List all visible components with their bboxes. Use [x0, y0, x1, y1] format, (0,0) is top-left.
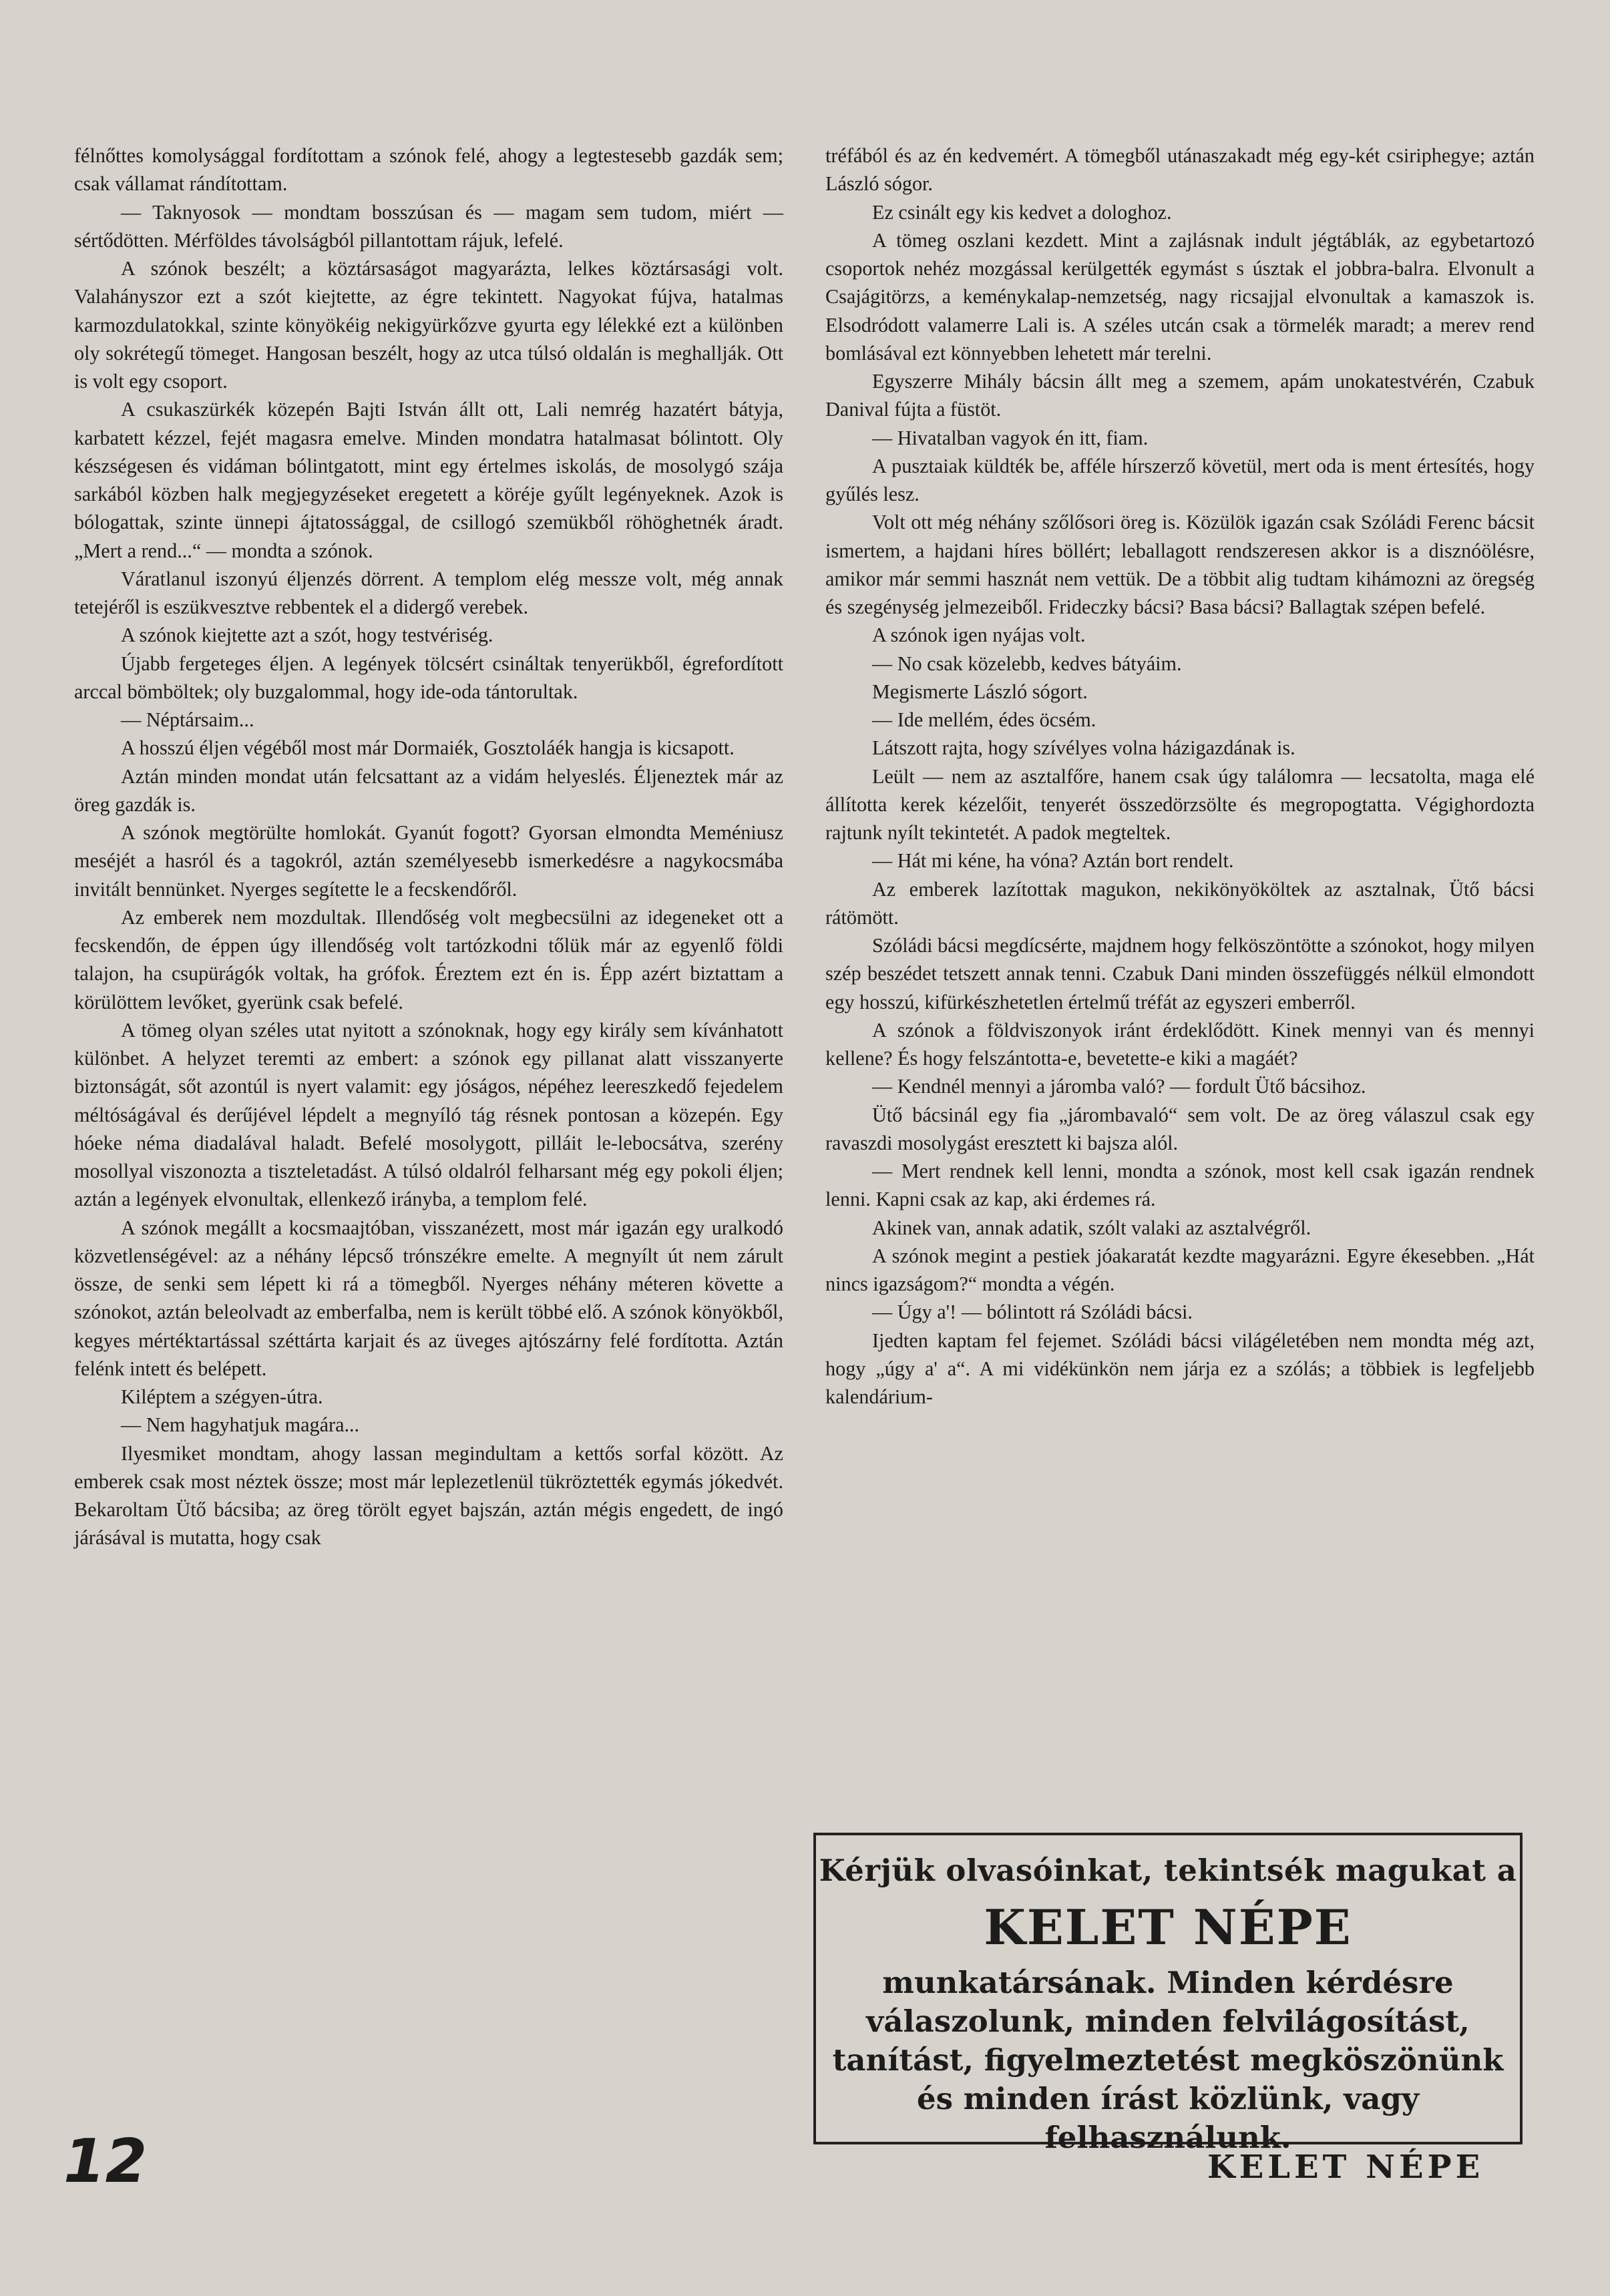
paragraph: Kiléptem a szégyen-útra. — [121, 1385, 323, 1408]
paragraph: Megismerte László sógort. — [872, 680, 1088, 703]
paragraph: Újabb fergeteges éljen. A legények tölcsért csináltak tenyerükből, égrefordított arccal bömböltek; oly buzgalommal, hogy ide-oda tántorultak. — [74, 652, 783, 703]
paragraph: Ütő bácsinál egy fia „járombavaló“ sem volt. De az öreg válaszul csak egy ravaszdi mosolygást eresztett ki bajsza alól. — [825, 1103, 1535, 1154]
paragraph: Leült — nem az asztalfőre, hanem csak úgy találomra — lecsatolta, maga elé állította kerek kézelőit, tenyerét összedörzsölte és megropogtatta. Végighordozta rajtunk nyílt tekintetét. A padok megteltek. — [825, 764, 1535, 844]
paragraph: Ez csinált egy kis kedvet a dologhoz. — [872, 200, 1172, 224]
paragraph: — Kendnél mennyi a járomba való? — fordult Ütő bácsihoz. — [872, 1075, 1366, 1098]
left-column — [74, 142, 783, 1552]
paragraph: A szónok igen nyájas volt. — [872, 624, 1086, 647]
paragraph: — Nem hagyhatjuk magára... — [121, 1413, 360, 1437]
paragraph: félnőttes komolysággal fordítottam a szónok felé, ahogy a legtestesebb gazdák sem; csak vállamat rándítottam. — [74, 144, 783, 196]
paragraph: Volt ott még néhány szőlősori öreg is. Közülök igazán csak Szóládi Ferenc bácsit ismertem, a hajdani híres böllért; leballagott rendszeresen akkor is a disznóölésre, amikor már semmi hasznát nem vettük. De a többit alig tudtam kihámozni az öregség és szegénység jelmezeiből. Frideczky bácsi? Basa bácsi? Ballagtak szépen befelé. — [825, 511, 1535, 618]
ad-body-text: munkatársának. Minden kérdésre válaszolunk, minden felvilágosítást, tanítást, figyelmeztetést megköszönünk és minden írást közlünk, vagy felhasználunk. — [832, 1965, 1504, 2155]
paragraph: Szóládi bácsi megdícsérte, majdnem hogy felköszöntötte a szónokot, hogy milyen szép beszédet tetszett annak tenni. Czabuk Dani minden összefüggés nélkül elmondott egy hosszú, kifürkészhetetlen értelmű tréfát az egyszeri emberről. — [825, 934, 1535, 1013]
paragraph: A szónok megállt a kocsmaajtóban, visszanézett, most már igazán egy uralkodó közvetlenségével: az a néhány lépcső trónszékre emelte. A megnyílt út nem zárult össze, de senki sem lépett ki rá a tömegből. Nyerges néhány méteren követte a szónokot, aztán beleolvadt az emberfalba, nem is került többé elő. A szónok könyökből, kegyes mértéktartással széttárta karjait és az üveges ajtószárny felé fordította. Aztán felénk intett és belépett. — [74, 1216, 783, 1380]
paragraph: Ijedten kaptam fel fejemet. Szóládi bácsi világéletében nem mondta még azt, hogy „úgy a' a“. A mi vidékünkön nem járja ez a szólás; a többiek is legfeljebb kalendárium- — [825, 1329, 1535, 1408]
paragraph: — Úgy a'! — bólintott rá Szóládi bácsi. — [872, 1301, 1193, 1324]
paragraph: Aztán minden mondat után felcsattant az a vidám helyeslés. Éljeneztek már az öreg gazdák is. — [74, 764, 783, 816]
paragraph: A tömeg oszlani kezdett. Mint a zajlásnak indult jégtáblák, az egybetartozó csoportok nehéz mozgással kerülgették egymást s úsztak el jobbra-balra. Elvonult a Csajágitörzs, a keménykalap-nemzetség, nagy ricsajjal elvonultak a kamaszok is. Elsodródott valamerre Lali is. A széles utcán csak a törmelék maradt; a merev rend bomlásával ezt könnyebben lehetett már terelni. — [825, 228, 1535, 365]
right-column — [825, 142, 1535, 1411]
paragraph: Váratlanul iszonyú éljenzés dörrent. A templom elég messze volt, még annak tetejéről is eszükvesztve rebbentek el a didergő verebek. — [74, 567, 783, 618]
paragraph: A hosszú éljen végéből most már Dormaiék, Gosztoláék hangja is kicsapott. — [121, 736, 735, 760]
paragraph: Ilyesmiket mondtam, ahogy lassan megindultam a kettős sorfal között. Az emberek csak most néztek össze; most már leplezetlenül tükröztették egymás jókedvét. Bekaroltam Ütő bácsiba; az öreg törölt egyet bajszán, aztán mégis engedett, de ingó járásával is mutatta, hogy csak — [74, 1441, 783, 1550]
paragraph: A csukaszürkék közepén Bajti István állt ott, Lali nemrég hazatért bátyja, karbatett kézzel, fejét magasra emelve. Minden mondatra hatalmasat bólintott. Oly készségesen és vidáman bólintgatott, mint egy értelmes iskolás, de mosolygó szája sarkából közben halk megjegyzéseket eregetett a köréje gyűlt legényeknek. Azok is bólogattak, szinte ünnepi ájtatossággal, de csillogó szemükből röhöghetnék áradt. „Mert a rend...“ — mondta a szónok. — [74, 398, 783, 562]
paragraph: — Hivatalban vagyok én itt, fiam. — [872, 426, 1149, 449]
subscription-ad-box — [813, 1833, 1523, 2155]
ad-brand-name: KELET NÉPE — [984, 1899, 1352, 1956]
paragraph: — Ide mellém, édes öcsém. — [872, 708, 1096, 731]
paragraph: A szónok beszélt; a köztársaságot magyarázta, lelkes köztársasági volt. Valahányszor ezt a szót kiejtette, az égre tekintett. Nagyokat fújva, hatalmas karmozdulatokkal, szinte könyökéig nekigyürkőzve gyurta egy lélekké ezt a különben oly sokrétegű tömeget. Hangosan beszélt, hogy az utca túlsó oldalán is meghallják. Ott is volt egy csoport. — [74, 257, 783, 393]
paragraph: — Mert rendnek kell lenni, mondta a szónok, most kell csak igazán rendnek lenni. Kapni csak az kap, aki érdemes rá. — [825, 1160, 1535, 1211]
paragraph: Egyszerre Mihály bácsin állt meg a szemem, apám unokatestvérén, Czabuk Danival fújta a füstöt. — [825, 370, 1535, 421]
paragraph: A pusztaiak küldték be, afféle hírszerző követül, mert oda is ment értesítés, hogy gyűlés lesz. — [825, 454, 1535, 505]
paragraph: A szónok megint a pestiek jóakaratát kezdte magyarázni. Egyre ékesebben. „Hát nincs igazságom?“ mondta a végén. — [825, 1244, 1535, 1295]
paragraph: Az emberek nem mozdultak. Illendőség volt megbecsülni az idegeneket ott a fecskendőn, de éppen úgy illendőség volt tartózkodni tőlük már az egyenlő földi talajon, ha csupürágók voltak, ha grófok. Éreztem ezt én is. Épp azért biztattam a körülöttem levőket, gyerünk csak befelé. — [74, 905, 783, 1013]
paragraph: Az emberek lazítottak magukon, nekikönyököltek az asztalnak, Ütő bácsi rátömött. — [825, 877, 1535, 929]
ad-intro: Kérjük olvasóinkat, tekintsék magukat a — [819, 1853, 1517, 1888]
paragraph: — No csak közelebb, kedves bátyáim. — [872, 652, 1182, 675]
paragraph: Akinek van, annak adatik, szólt valaki az asztalvégről. — [872, 1216, 1312, 1239]
paragraph: tréfából és az én kedvemért. A tömegből utánaszakadt még egy-két csiriphegye; aztán László sógor. — [825, 144, 1535, 196]
page-number: 12 — [63, 2126, 148, 2197]
paragraph: — Taknyosok — mondtam bosszúsan és — magam sem tudom, miért — sértődötten. Mérföldes távolságból pillantottam rájuk, lefelé. — [74, 200, 783, 252]
paragraph: A tömeg olyan széles utat nyitott a szónoknak, hogy egy király sem kívánhatott különbet. A helyzet teremti az embert: a szónok egy pillanat alatt visszanyerte biztonságát, sőt azontúl is nyert valamit: egy jóságos, népéhez leereszkedő fejedelem méltóságával és derűjével lépdelt a megnyíló tág résnek pontosan a közepén. Egy hóeke néma diadalával haladt. Befelé mosolygott, pilláit le-lebocsátva, szerény mosollyal viszonozta a tiszteletadást. A túlsó oldalról felharsant még egy pokoli éljen; aztán a legények elvonultak, ellenkező irányba, a templom felé. — [74, 1018, 783, 1211]
paragraph: — Néptársaim... — [121, 708, 254, 731]
footer-magazine-title: KELET NÉPE — [1207, 2148, 1484, 2186]
paragraph: A szónok kiejtette azt a szót, hogy testvériség. — [121, 624, 493, 647]
paragraph: Látszott rajta, hogy szívélyes volna házigazdának is. — [872, 736, 1295, 760]
paragraph: A szónok megtörülte homlokát. Gyanút fogott? Gyorsan elmondta Meméniusz meséjét a hasról és a tagokról, aztán személyesebb ismerkedésre a nagykocsmába invitált bennünket. Nyerges segítette le a fecskendőről. — [74, 821, 783, 901]
paragraph: — Hát mi kéne, ha vóna? Aztán bort rendelt. — [872, 849, 1234, 873]
paragraph: A szónok a földviszonyok iránt érdeklődött. Kinek mennyi van és mennyi kellene? És hogy felszántotta-e, bevetette-e kiki a magáét? — [825, 1018, 1535, 1070]
